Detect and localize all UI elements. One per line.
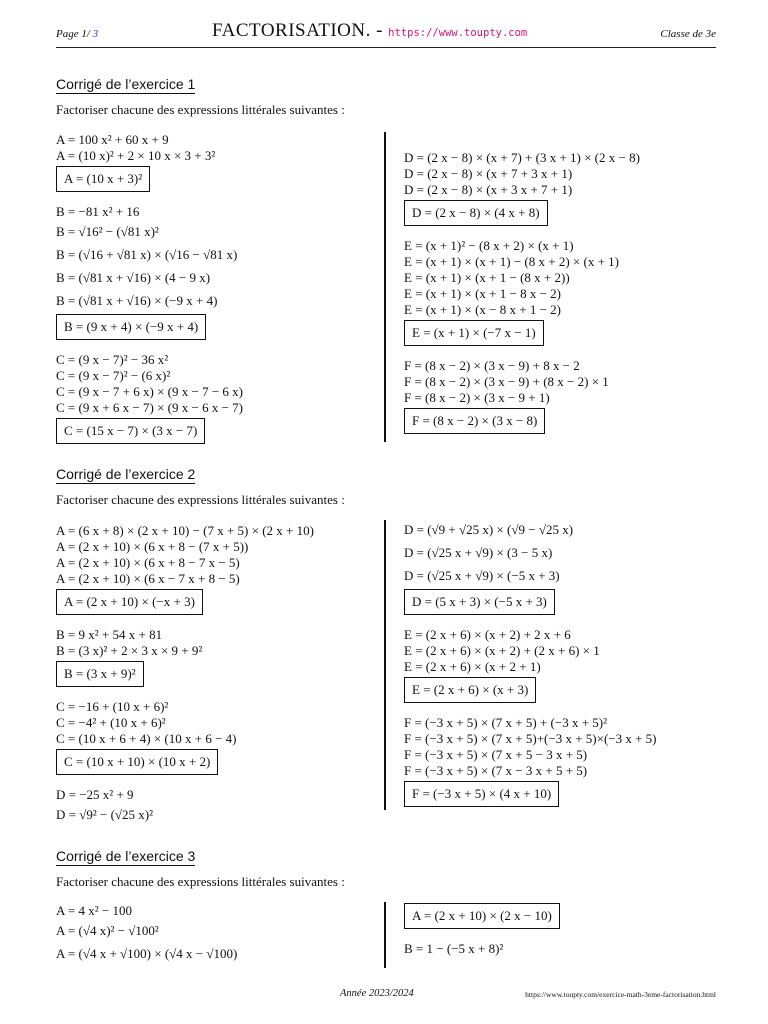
equation-line: B = (√81 x + √16) × (−9 x + 4) [56, 293, 218, 308]
equation-line: A = 4 x² − 100 [56, 903, 132, 918]
equation-line: D = (√9 + √25 x) × (√9 − √25 x) [404, 522, 574, 537]
result-row [404, 779, 657, 809]
equation-line: D = (√25 x + √9) × (3 − 5 x) [404, 545, 553, 560]
equation-line: E = (x + 1) × (x + 1) − (8 x + 2) × (x + 1) [404, 254, 619, 269]
class-label: Classe de 3e [660, 28, 716, 40]
ex2-left-column [56, 523, 314, 826]
equation-line: A = (√4 x)² − √100² [56, 923, 159, 938]
equation-line: F = (8 x − 2) × (3 x − 9) + (8 x − 2) × 1 [404, 374, 609, 389]
ex2-right-column [404, 518, 657, 809]
ex1-column-divider [384, 132, 386, 442]
equation-line: E = (x + 1) × (x + 1 − (8 x + 2)) [404, 270, 570, 285]
equation-line: C = (9 x + 6 x − 7) × (9 x − 6 x − 7) [56, 400, 243, 415]
equation-line: A = (10 x)² + 2 × 10 x × 3 + 3² [56, 148, 216, 163]
result-row [404, 587, 657, 617]
ex1-title: Corrigé de l’exercice 1 [56, 76, 196, 92]
page-total-link[interactable]: 3 [92, 28, 99, 40]
spacer [56, 689, 314, 699]
boxed-result: D = (5 x + 3) × (−5 x + 3) [404, 589, 555, 615]
equation-line: C = −16 + (10 x + 6)² [56, 699, 169, 714]
boxed-result: E = (x + 1) × (−7 x − 1) [404, 320, 544, 346]
equation-line: E = (x + 1) × (x − 8 x + 1 − 2) [404, 302, 561, 317]
result-row [404, 901, 560, 931]
equation-line: C = −4² + (10 x + 6)² [56, 715, 166, 730]
spacer [404, 705, 657, 715]
boxed-result: F = (8 x − 2) × (3 x − 8) [404, 408, 545, 434]
spacer [404, 931, 560, 941]
result-row [404, 198, 640, 228]
equation-line: A = (√4 x + √100) × (√4 x − √100) [56, 946, 238, 961]
equation-line: C = (9 x − 7)² − (6 x)² [56, 368, 171, 383]
header-divider [56, 47, 716, 48]
ex1-left-column [56, 132, 243, 446]
boxed-result: A = (2 x + 10) × (−x + 3) [56, 589, 203, 615]
result-row [404, 675, 657, 705]
equation-line: E = (2 x + 6) × (x + 2) + (2 x + 6) × 1 [404, 643, 600, 658]
equation-line: C = (9 x − 7)² − 36 x² [56, 352, 169, 367]
equation-line: D = (2 x − 8) × (x + 3 x + 7 + 1) [404, 182, 573, 197]
equation-line: B = √16² − (√81 x)² [56, 224, 159, 239]
title-text: FACTORISATION. - [212, 20, 389, 41]
boxed-result: B = (3 x + 9)² [56, 661, 144, 687]
ex3-instruction: Factoriser chacune des expressions littérales suivantes : [56, 874, 345, 889]
ex2-instruction: Factoriser chacune des expressions littérales suivantes : [56, 492, 345, 507]
equation-line: A = (6 x + 8) × (2 x + 10) − (7 x + 5) × (2 x + 10) [56, 523, 314, 538]
equation-line: F = (−3 x + 5) × (7 x − 3 x + 5 + 5) [404, 763, 588, 778]
equation-line: F = (−3 x + 5) × (7 x + 5 − 3 x + 5) [404, 747, 588, 762]
equation-line: A = (2 x + 10) × (6 x + 8 − 7 x − 5) [56, 555, 240, 570]
result-row [56, 312, 243, 342]
equation-line: F = (8 x − 2) × (3 x − 9 + 1) [404, 390, 550, 405]
equation-line: B = (√16 + √81 x) × (√16 − √81 x) [56, 247, 238, 262]
spacer [56, 342, 243, 352]
spacer [404, 617, 657, 627]
result-row [404, 318, 640, 348]
equation-line: B = (√81 x + √16) × (4 − 9 x) [56, 270, 211, 285]
ex3-right-column [404, 901, 560, 957]
document-title [212, 20, 527, 42]
ex2-title: Corrigé de l’exercice 2 [56, 466, 196, 482]
boxed-result: A = (2 x + 10) × (2 x − 10) [404, 903, 560, 929]
equation-line: F = (8 x − 2) × (3 x − 9) + 8 x − 2 [404, 358, 580, 373]
footer-year: Année 2023/2024 [340, 988, 414, 999]
spacer [56, 194, 243, 204]
header-url-link[interactable]: https://www.toupty.com [388, 27, 528, 39]
equation-line: E = (2 x + 6) × (x + 2 + 1) [404, 659, 541, 674]
equation-line: F = (−3 x + 5) × (7 x + 5) + (−3 x + 5)² [404, 715, 608, 730]
equation-line: D = −25 x² + 9 [56, 787, 134, 802]
equation-line: D = (2 x − 8) × (x + 7) + (3 x + 1) × (2 x − 8) [404, 150, 640, 165]
equation-line: D = √9² − (√25 x)² [56, 807, 154, 822]
boxed-result: B = (9 x + 4) × (−9 x + 4) [56, 314, 206, 340]
equation-line: A = (2 x + 10) × (6 x + 8 − (7 x + 5)) [56, 539, 249, 554]
ex3-left-column [56, 903, 237, 965]
boxed-result: C = (10 x + 10) × (10 x + 2) [56, 749, 218, 775]
page-number [56, 28, 98, 40]
ex3-column-divider [384, 902, 386, 968]
ex3-title: Corrigé de l’exercice 3 [56, 848, 196, 864]
equation-line: D = (2 x − 8) × (x + 7 + 3 x + 1) [404, 166, 573, 181]
equation-line: B = 9 x² + 54 x + 81 [56, 627, 163, 642]
spacer [404, 228, 640, 238]
page-header [56, 20, 716, 46]
boxed-result: E = (2 x + 6) × (x + 3) [404, 677, 536, 703]
equation-line: B = (3 x)² + 2 × 3 x × 9 + 9² [56, 643, 203, 658]
equation-line: B = −81 x² + 16 [56, 204, 140, 219]
result-row [56, 659, 314, 689]
ex2-column-divider [384, 520, 386, 810]
equation-line: E = (x + 1) × (x + 1 − 8 x − 2) [404, 286, 561, 301]
boxed-result: A = (10 x + 3)² [56, 166, 150, 192]
equation-line: D = (√25 x + √9) × (−5 x + 3) [404, 568, 560, 583]
boxed-result: D = (2 x − 8) × (4 x + 8) [404, 200, 548, 226]
equation-line: C = (10 x + 6 + 4) × (10 x + 6 − 4) [56, 731, 237, 746]
spacer [56, 777, 314, 787]
equation-line: E = (2 x + 6) × (x + 2) + 2 x + 6 [404, 627, 571, 642]
result-row [404, 406, 640, 436]
result-row [56, 587, 314, 617]
result-row [56, 164, 243, 194]
equation-line: A = (2 x + 10) × (6 x − 7 x + 8 − 5) [56, 571, 240, 586]
spacer [56, 617, 314, 627]
ex1-instruction: Factoriser chacune des expressions littérales suivantes : [56, 102, 345, 117]
spacer [404, 348, 640, 358]
equation-line: A = 100 x² + 60 x + 9 [56, 132, 169, 147]
equation-line: B = 1 − (−5 x + 8)² [404, 941, 504, 956]
equation-line: F = (−3 x + 5) × (7 x + 5)+(−3 x + 5)×(−3 x + 5) [404, 731, 657, 746]
result-row [56, 416, 243, 446]
boxed-result: C = (15 x − 7) × (3 x − 7) [56, 418, 205, 444]
footer-url-link[interactable]: https://www.toupty.com/exercice-math-3eme-factorisation.html [525, 990, 716, 999]
ex1-right-column [404, 150, 640, 436]
result-row [56, 747, 314, 777]
page-prefix: Page 1/ [56, 28, 90, 40]
equation-line: E = (x + 1)² − (8 x + 2) × (x + 1) [404, 238, 574, 253]
equation-line: C = (9 x − 7 + 6 x) × (9 x − 7 − 6 x) [56, 384, 243, 399]
boxed-result: F = (−3 x + 5) × (4 x + 10) [404, 781, 559, 807]
